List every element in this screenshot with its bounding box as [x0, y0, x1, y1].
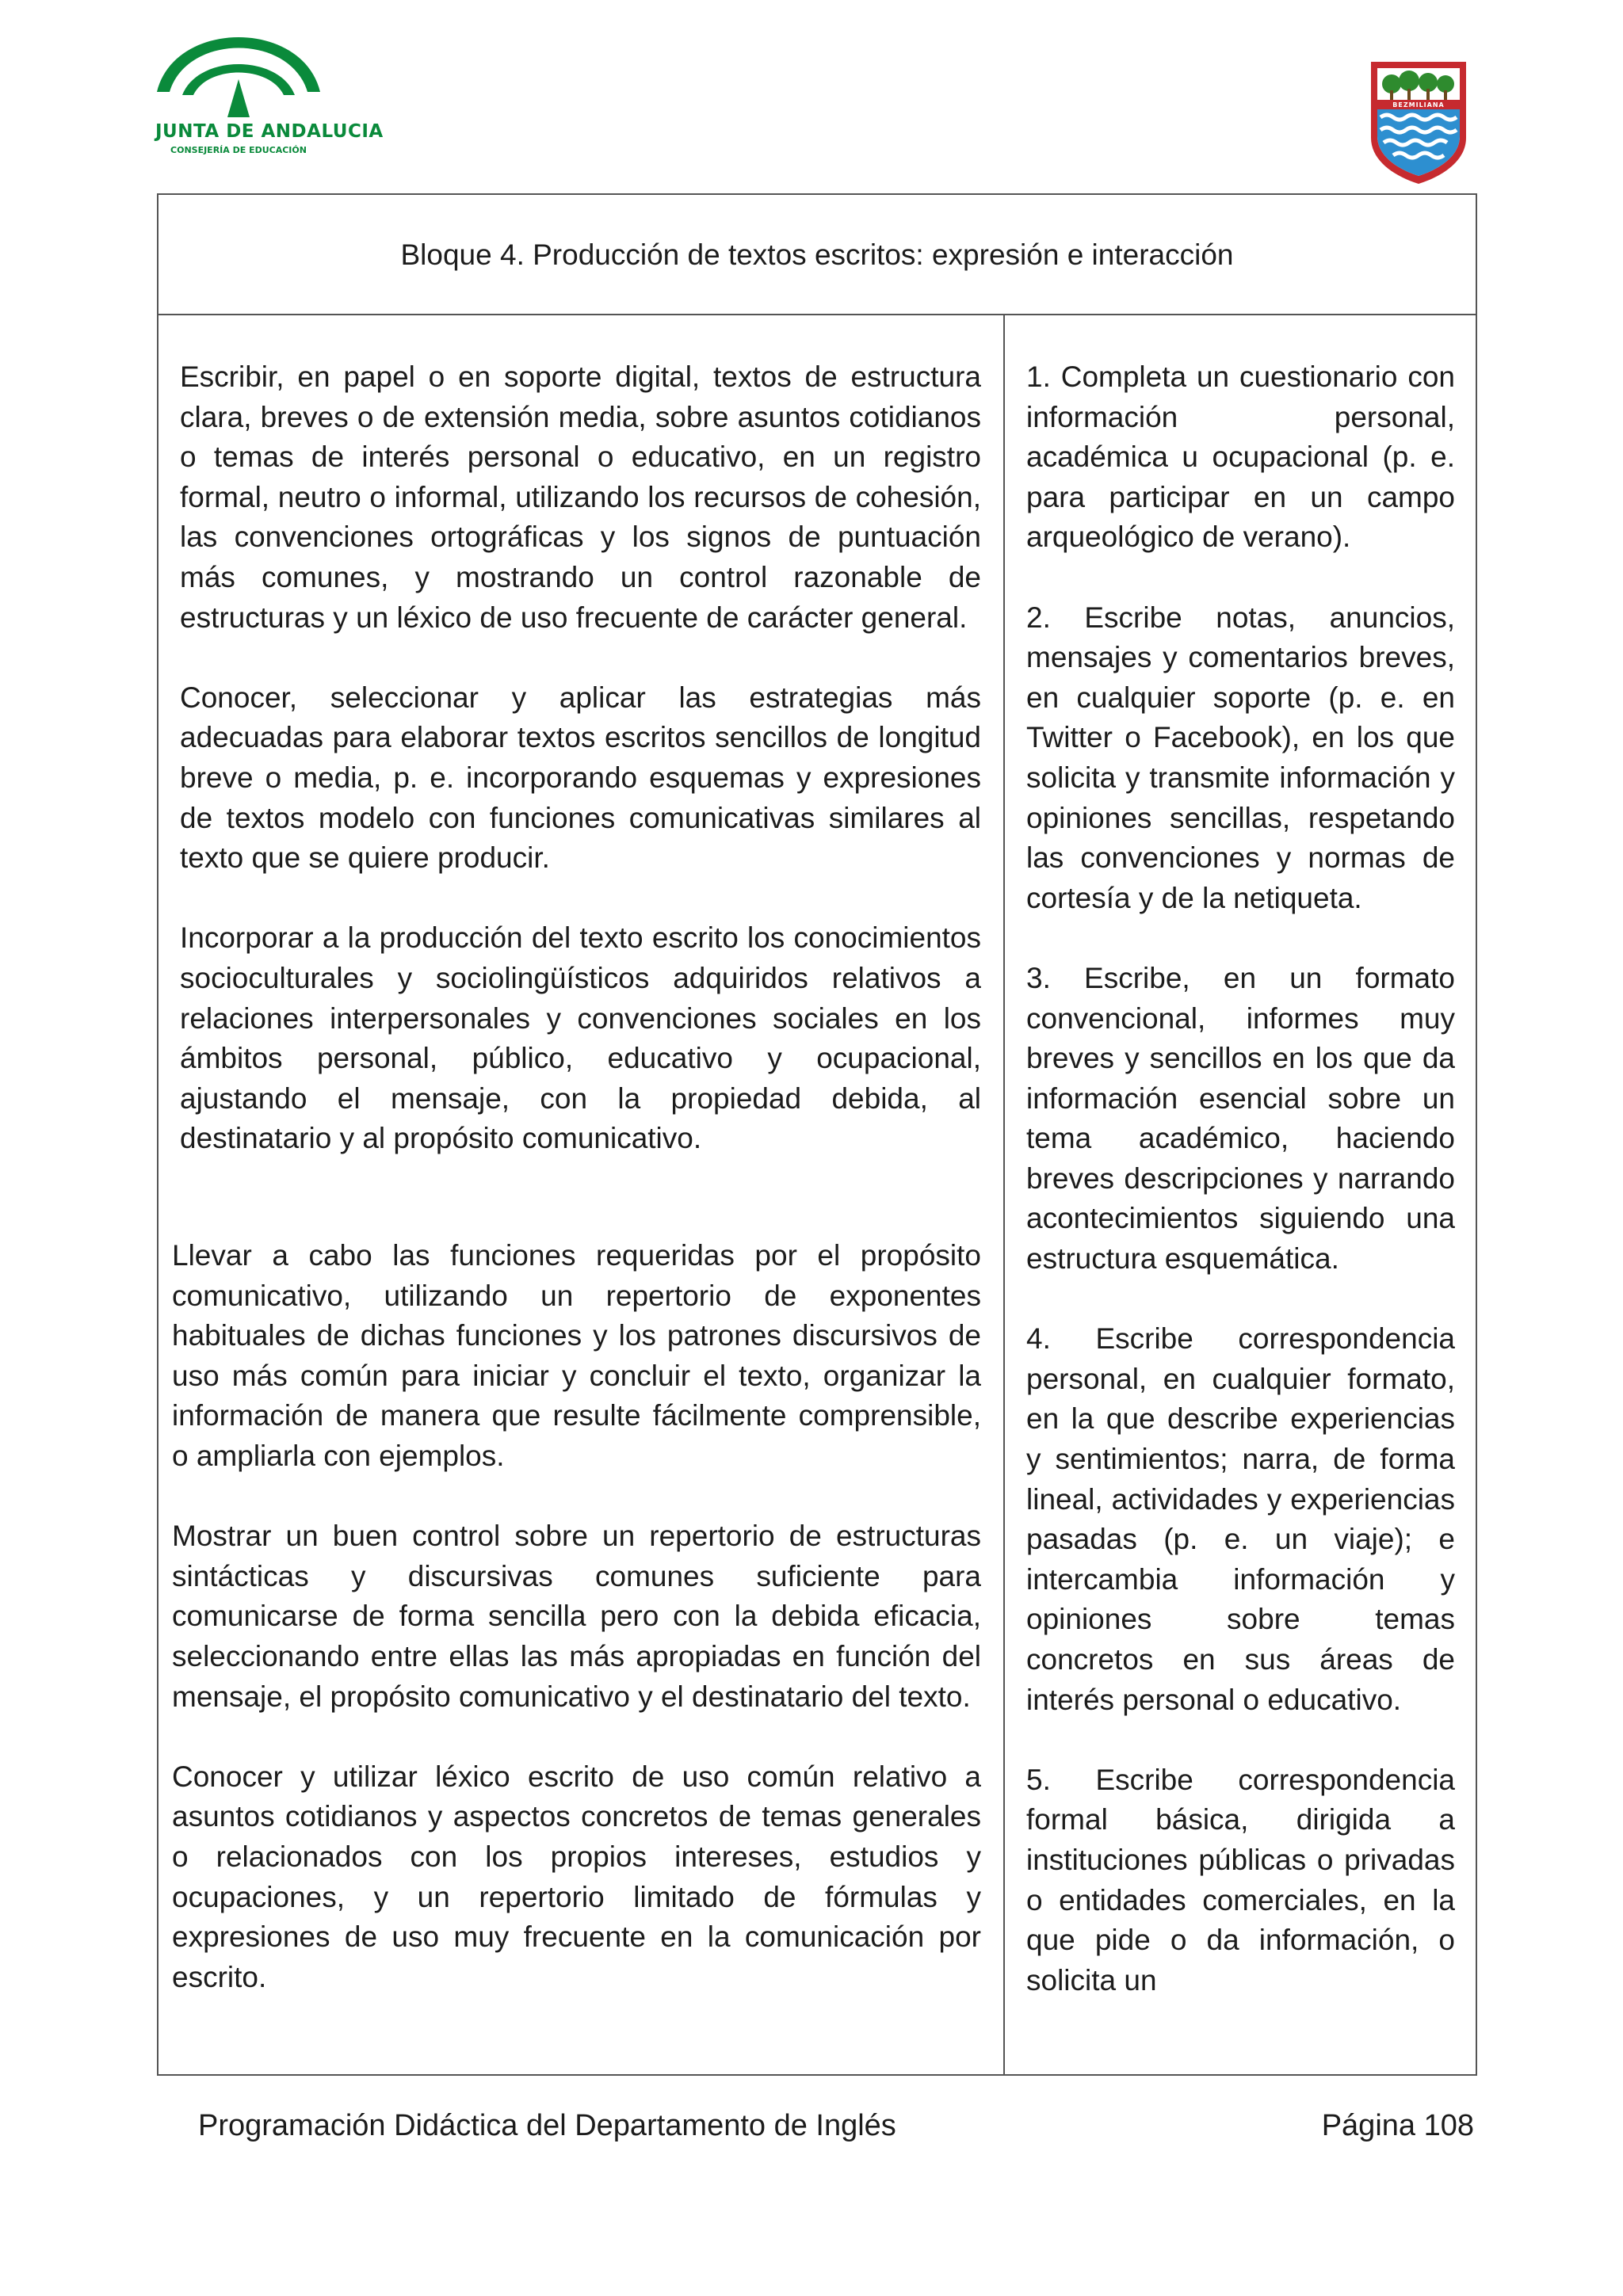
footer-page-number: Página 108	[1321, 2109, 1474, 2142]
logo-subtitle: CONSEJERÍA DE EDUCACIÓN	[170, 145, 307, 155]
criterion-paragraph: Incorporar a la producción del texto escrito los conocimientos socioculturales y sociolingüísticos adquiridos relativos a relaciones interpersonales y convenciones sociales en los ámbitos personal, público, educativo y ocupacional, ajustando el mensaje, con la propiedad debida, al destinatario y al propósito comunicativo.	[180, 921, 981, 1155]
footer-document-title: Programación Didáctica del Departamento de Inglés	[198, 2109, 896, 2142]
shield-icon	[1368, 59, 1469, 185]
criterion-paragraph: Conocer y utilizar léxico escrito de uso común relativo a asuntos cotidianos y aspectos concretos de temas generales o relacionados con los propios intereses, estudios y ocupaciones, y un repertorio limitado de fórmulas y expresiones de uso muy frecuente en la comunicación por escrito.	[172, 1760, 981, 1993]
criterion-paragraph: Conocer, seleccionar y aplicar las estrategias más adecuadas para elaborar textos escritos sencillos de longitud breve o media, p. e. incorporando esquemas y expresiones de textos modelo con funciones comunicativas similares al texto que se quiere producir.	[180, 681, 981, 875]
school-shield-logo	[1368, 59, 1469, 185]
standards-column	[1026, 357, 1455, 2072]
criterion-paragraph: Escribir, en papel o en soporte digital, textos de estructura clara, breves o de extensión media, sobre asuntos cotidianos o temas de interés personal o educativo, en un registro formal, neutro o informal, utilizando los recursos de cohesión, las convenciones ortográficas y los signos de puntuación más comunes, y mostrando un control razonable de estructuras y un léxico de uso frecuente de carácter general.	[180, 360, 981, 634]
table-header-divider	[157, 314, 1477, 315]
criterion-paragraph: Mostrar un buen control sobre un repertorio de estructuras sintácticas y discursivas comunes suficiente para comunicarse de forma sencilla pero con la debida eficacia, seleccionando entre ellas las más apropiadas en función del mensaje, el propósito comunicativo y el destinatario del texto.	[172, 1520, 981, 1713]
standard-item: 2. Escribe notas, anuncios, mensajes y comentarios breves, en cualquier soporte (p. e. en Twitter o Facebook), en los que solicita y transmite información y opiniones sencillas, respetando las convenciones y normas de cortesía y de la netiqueta.	[1026, 601, 1455, 914]
standard-item: 1. Completa un cuestionario con información personal, académica u ocupacional (p. e. para participar en un campo arqueológico de verano).	[1026, 360, 1455, 554]
criteria-column-top	[180, 357, 981, 1199]
standard-item: 5. Escribe correspondencia formal básica, dirigida a instituciones públicas o privadas o entidades comerciales, en la que pide o da información, o solicita un	[1026, 1763, 1455, 1997]
table-title: Bloque 4. Producción de textos escritos: expresión e interacción	[400, 238, 1234, 271]
criterion-paragraph: Llevar a cabo las funciones requeridas por el propósito comunicativo, utilizando un repertorio de exponentes habituales de dichas funciones y los patrones discursivos de uso más común para iniciar y concluir el texto, organizar la información de manera que resulte fácilmente comprensible, o ampliarla con ejemplos.	[172, 1239, 981, 1472]
standard-item: 3. Escribe, en un formato convencional, informes muy breves y sencillos en los que da información esencial sobre un tema académico, haciendo breves descripciones y narrando acontecimientos siguiendo una estructura esquemática.	[1026, 961, 1455, 1276]
table-column-divider	[1003, 314, 1005, 2076]
criteria-column-bottom	[172, 1236, 981, 2038]
standard-item: 4. Escribe correspondencia personal, en cualquier formato, en la que describe experiencias y sentimientos; narra, de forma lineal, actividades y experiencias pasadas (p. e. un viaje); e intercambia información y opiniones sobre temas concretos en sus áreas de interés personal o educativo.	[1026, 1322, 1455, 1716]
junta-arcs-icon	[151, 24, 329, 123]
junta-de-andalucia-logo	[151, 24, 384, 162]
logo-name: JUNTA DE ANDALUCIA	[155, 121, 384, 142]
shield-text: BEZMILIANA	[1392, 101, 1445, 109]
